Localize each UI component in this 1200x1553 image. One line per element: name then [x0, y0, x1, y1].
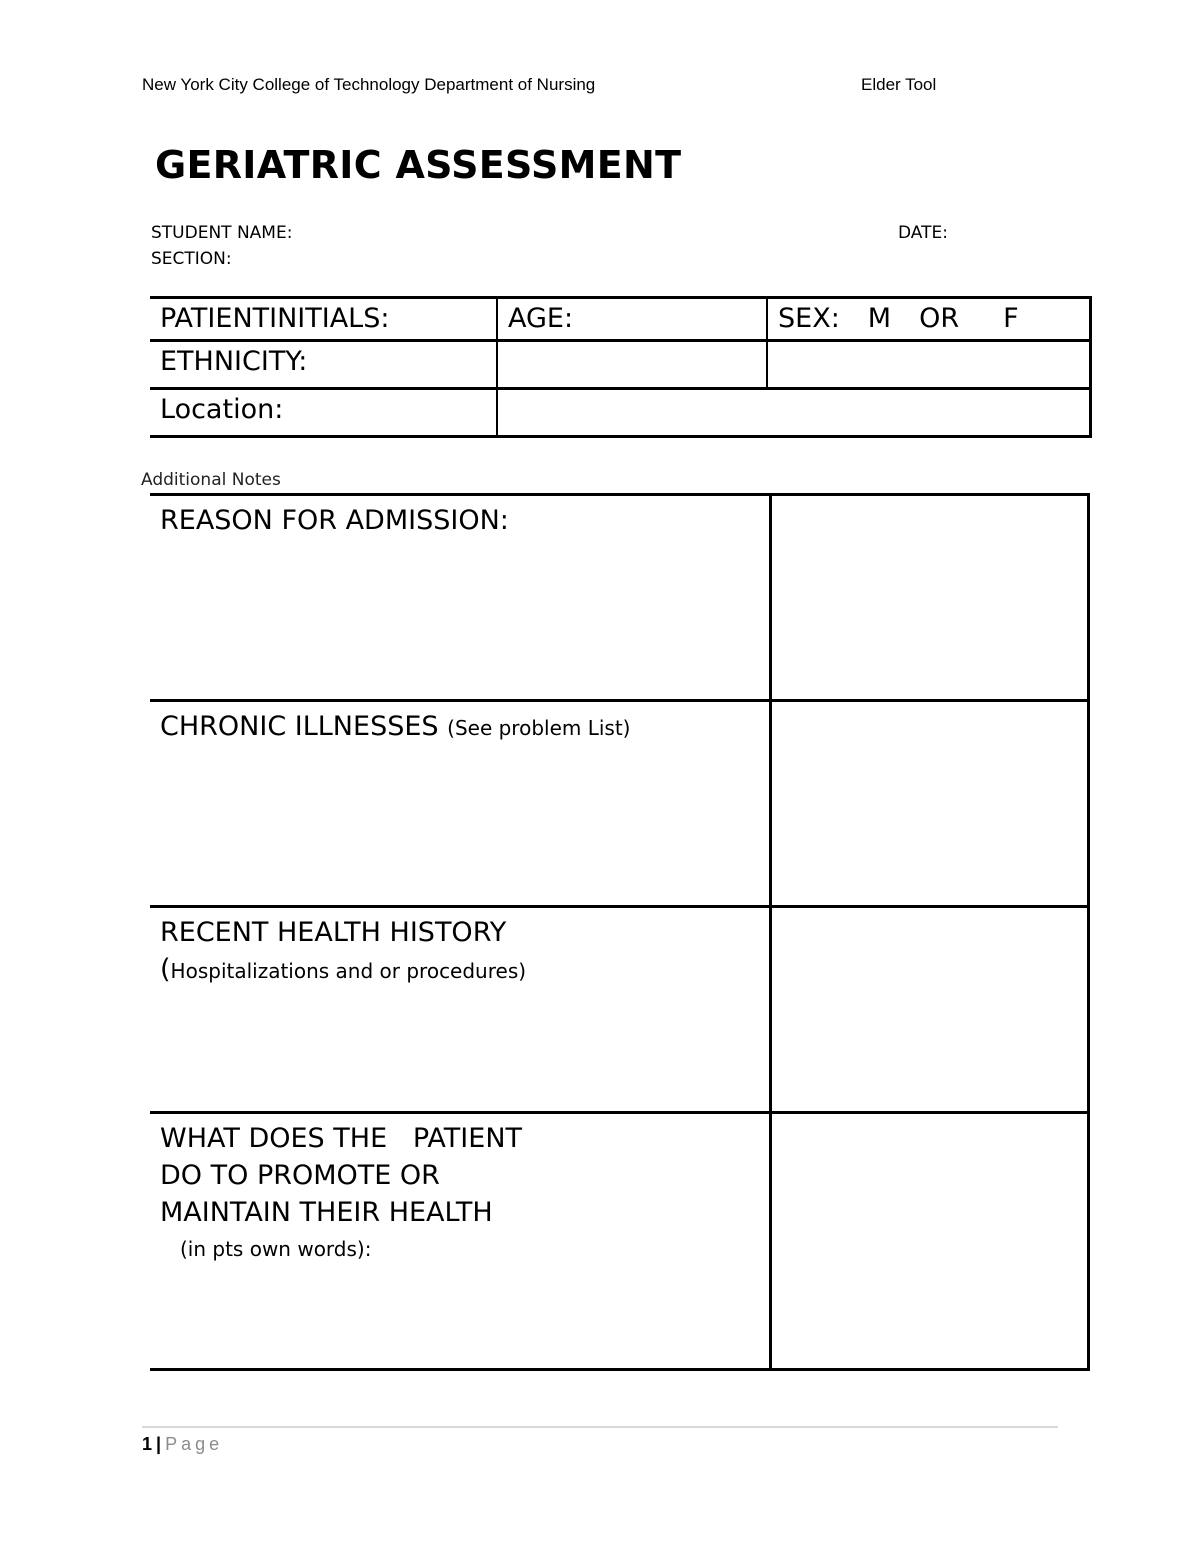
chronic-illnesses-note: (See problem List) — [447, 716, 631, 740]
date-label: DATE: — [898, 223, 948, 243]
page-label: Page — [165, 1434, 224, 1454]
chronic-label-line — [160, 708, 769, 747]
reason-row — [150, 495, 1088, 701]
patient-row-1 — [150, 298, 1090, 341]
promote-notes-field[interactable] — [770, 1113, 1088, 1370]
promote-question-cell — [150, 1113, 770, 1370]
patient-initials-label: PATIENTINITIALS: — [160, 303, 390, 334]
recent-note-paren: ( — [160, 954, 171, 985]
recent-notes-field[interactable] — [770, 907, 1088, 1113]
sex-or-label: OR — [919, 303, 960, 334]
header-institution: New York City College of Technology Department of Nursing — [142, 75, 596, 94]
recent-health-history-label: RECENT HEALTH HISTORY — [160, 917, 507, 948]
assessment-table — [150, 493, 1090, 1371]
page-footer — [142, 1434, 223, 1455]
reason-notes-field[interactable] — [770, 495, 1088, 701]
promote-health-row — [150, 1113, 1088, 1370]
promote-health-note: (in pts own words): — [180, 1237, 372, 1261]
reason-question-cell — [150, 495, 770, 701]
student-name-label: STUDENT NAME: — [151, 223, 293, 243]
ethnicity-extra-field[interactable] — [767, 341, 1090, 389]
additional-notes-label: Additional Notes — [141, 470, 281, 490]
patient-info-table — [150, 296, 1092, 438]
reason-for-admission-label: REASON FOR ADMISSION: — [160, 505, 509, 536]
ethnicity-cell — [150, 341, 497, 389]
sex-label: SEX: — [778, 303, 840, 334]
page-title: GERIATRIC ASSESSMENT — [155, 143, 682, 187]
patient-row-2 — [150, 341, 1090, 389]
location-cell — [150, 389, 497, 437]
ethnicity-field[interactable] — [497, 341, 767, 389]
page-number: 1 — [142, 1434, 153, 1454]
promote-health-line-1: WHAT DOES THE PATIENT — [160, 1123, 523, 1154]
header-tool-name: Elder Tool — [861, 75, 937, 94]
chronic-row — [150, 701, 1088, 907]
recent-health-history-note: Hospitalizations and or procedures) — [170, 959, 527, 983]
section-label: SECTION: — [151, 249, 232, 269]
recent-question-cell — [150, 907, 770, 1113]
sex-option-f[interactable]: F — [1003, 303, 1019, 334]
patient-row-3 — [150, 389, 1090, 437]
age-cell[interactable] — [497, 298, 767, 341]
chronic-illnesses-label: CHRONIC ILLNESSES — [160, 711, 439, 742]
footer-divider — [142, 1426, 1058, 1428]
patient-initials-cell[interactable] — [150, 298, 497, 341]
age-label: AGE: — [508, 303, 574, 334]
promote-health-line-3: MAINTAIN THEIR HEALTH — [160, 1197, 493, 1228]
ethnicity-label: ETHNICITY: — [160, 346, 308, 377]
chronic-question-cell — [150, 701, 770, 907]
footer-separator: | — [156, 1434, 162, 1454]
sex-cell[interactable] — [767, 298, 1090, 341]
sex-option-m[interactable]: M — [867, 303, 892, 334]
recent-note-line — [160, 951, 769, 990]
chronic-notes-field[interactable] — [770, 701, 1088, 907]
recent-history-row — [150, 907, 1088, 1113]
location-field[interactable] — [497, 389, 1090, 437]
location-label: Location: — [160, 394, 284, 425]
promote-health-line-2: DO TO PROMOTE OR — [160, 1160, 440, 1191]
